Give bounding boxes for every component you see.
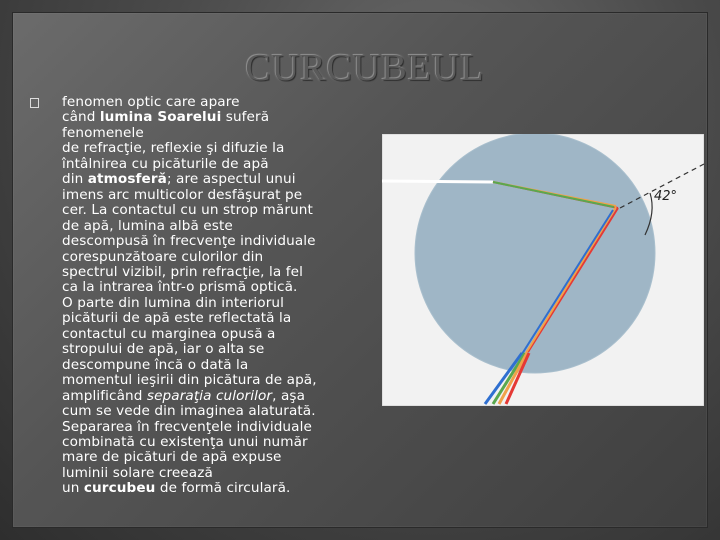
text-run: momentul ieşirii din picătura de apă, — [62, 372, 317, 389]
body-line — [62, 311, 362, 326]
body-line — [62, 265, 362, 280]
text-run: de formă circulară. — [155, 480, 291, 497]
italic-term: separaţia culorilor — [146, 387, 273, 404]
text-run: de refracţie, reflexie şi difuzie la — [62, 140, 285, 157]
empty-square-bullet-icon — [30, 98, 39, 108]
body-line — [62, 481, 362, 496]
rainbow-refraction-diagram — [382, 134, 704, 406]
body-line — [62, 188, 362, 203]
text-run: fenomen optic care apare — [62, 94, 240, 110]
text-run: amplificând — [62, 387, 147, 404]
body-line — [62, 358, 362, 373]
text-run: din — [62, 171, 88, 188]
text-run: corespunzătoare culorilor din — [62, 248, 264, 265]
bold-term: curcubeu — [83, 480, 156, 497]
body-line — [62, 389, 362, 404]
body-line — [62, 126, 362, 141]
text-run: mare de picături de apă expuse — [62, 449, 282, 466]
text-run: spectrul vizibil, prin refracţie, la fel — [62, 263, 303, 280]
body-line — [62, 466, 362, 481]
text-run: cum se vede din imaginea alaturată. — [62, 403, 316, 420]
body-line — [62, 342, 362, 357]
bold-term: lumina Soarelui — [99, 109, 222, 126]
body-line — [62, 157, 362, 172]
text-run: combinată cu existenţa unui număr — [62, 433, 308, 450]
text-run: ; are aspectul unui — [166, 171, 296, 188]
body-line — [62, 250, 362, 265]
text-run: suferă — [221, 109, 270, 126]
body-line — [62, 219, 362, 234]
text-run: O parte din lumina din interiorul — [62, 294, 284, 311]
body-line — [62, 327, 362, 342]
text-run: picăturii de apă este reflectată la — [62, 310, 292, 327]
text-run: când — [62, 109, 100, 126]
text-run: imens arc multicolor desfăşurat pe — [62, 186, 303, 203]
text-run: fenomenele — [62, 124, 144, 141]
body-line — [62, 420, 362, 435]
text-run: descompusă în frecvenţe individuale — [62, 233, 316, 250]
body-line — [62, 450, 362, 465]
body-line — [62, 404, 362, 419]
body-line — [62, 141, 362, 156]
angle-label: 42° — [654, 189, 678, 204]
body-line — [62, 373, 362, 388]
incoming-white-ray — [382, 181, 493, 182]
text-run: descompune încă o dată la — [62, 356, 249, 373]
text-run: stropului de apă, iar o alta se — [62, 341, 265, 358]
slide-title: CURCUBEUL — [245, 47, 485, 89]
text-run: Separarea în frecvenţele individuale — [62, 418, 312, 435]
text-run: contactul cu marginea opusă a — [62, 325, 276, 342]
text-run: luminii solare creează — [62, 464, 213, 481]
body-line — [62, 280, 362, 295]
body-line — [62, 95, 362, 110]
text-run: cer. La contactul cu un strop mărunt — [62, 202, 313, 219]
body-line — [62, 203, 362, 218]
bold-term: atmosferă — [87, 171, 167, 188]
body-line — [62, 435, 362, 450]
body-line — [62, 110, 362, 125]
text-run: ca la intrarea într-o prismă optică. — [62, 279, 298, 296]
text-run: întâlnirea cu picăturile de apă — [62, 155, 269, 172]
body-paragraph — [62, 95, 362, 497]
body-line — [62, 234, 362, 249]
text-run: , aşa — [272, 387, 305, 404]
body-line — [62, 172, 362, 187]
text-run: de apă, lumina albă este — [62, 217, 233, 234]
text-run: un — [62, 480, 84, 497]
body-line — [62, 296, 362, 311]
